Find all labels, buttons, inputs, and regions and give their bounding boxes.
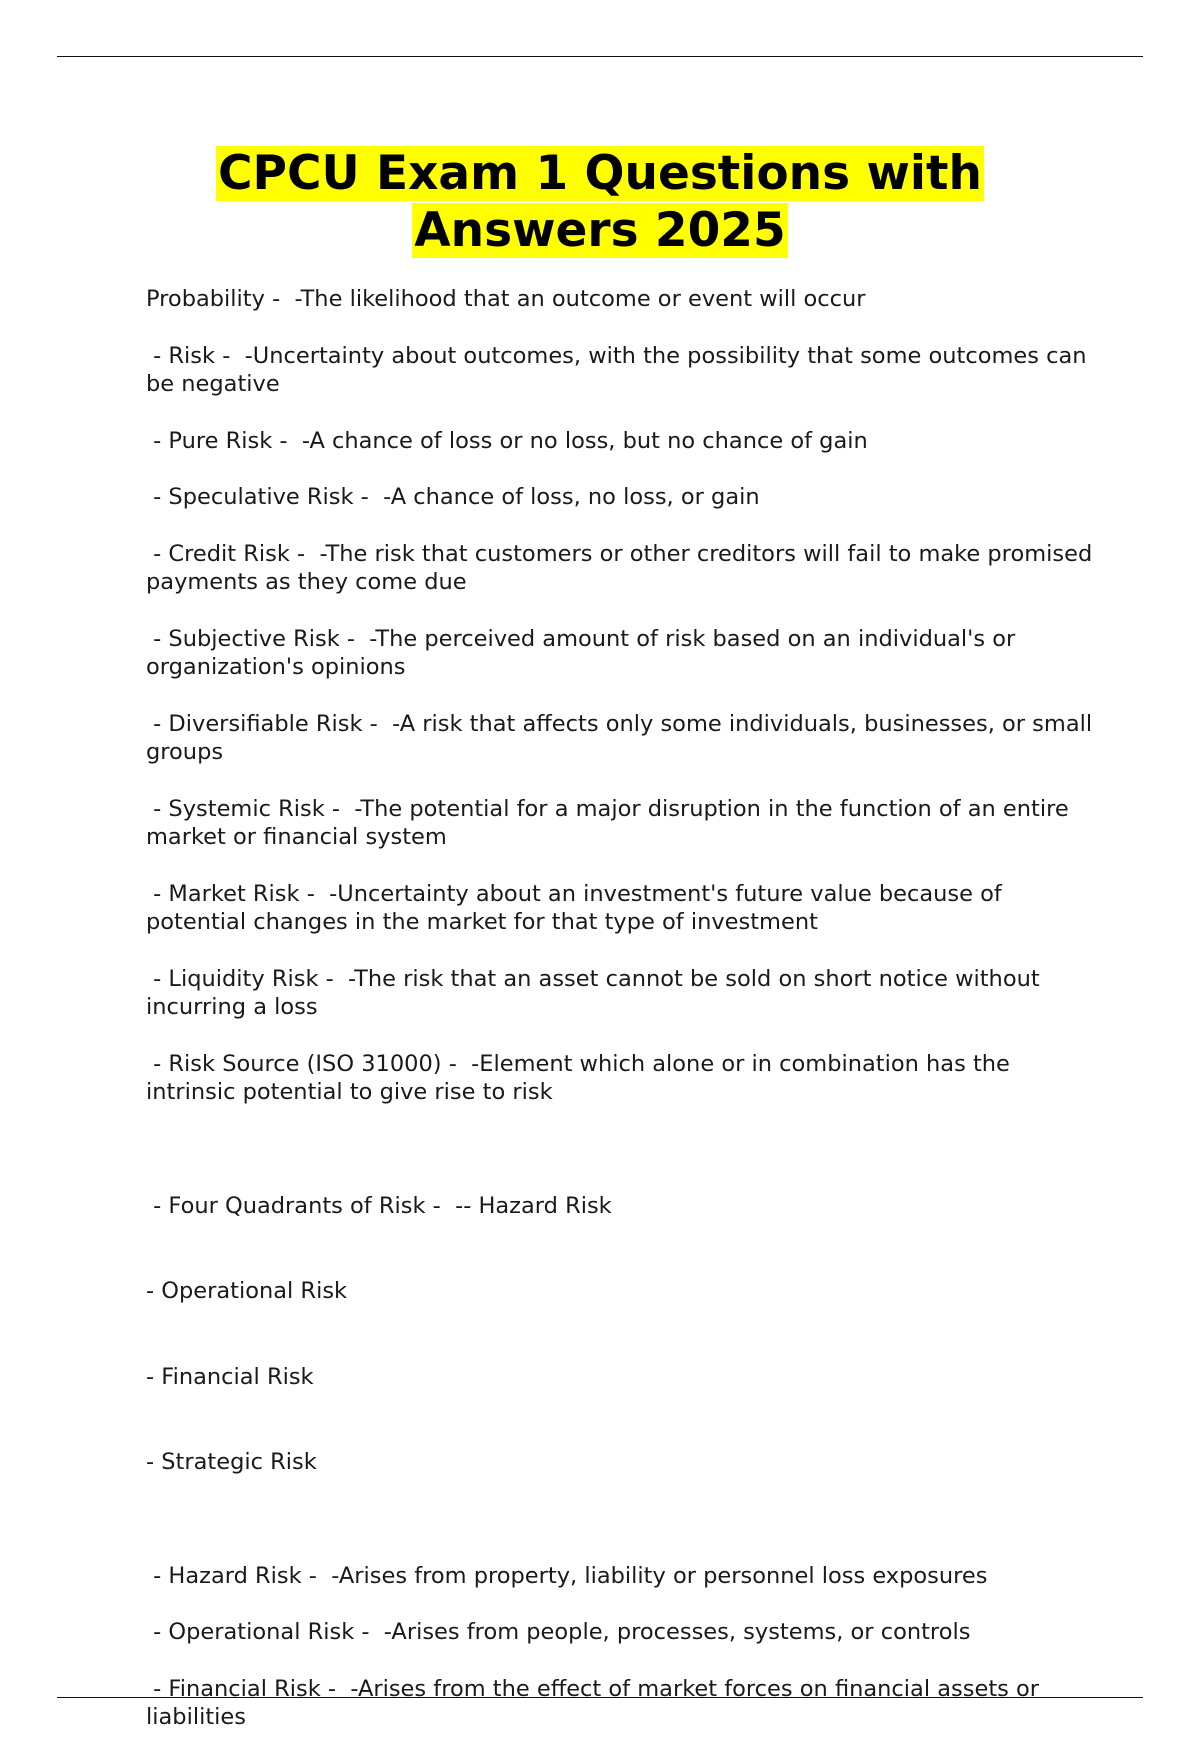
- entry-hazard-risk: [146, 1562, 1096, 1591]
- entry-text: Probability - -The likelihood that an outcome or event will occur: [146, 286, 866, 312]
- entry-sub-line: - Financial Risk: [146, 1363, 314, 1390]
- entry-probability: [146, 285, 1096, 314]
- title-line-1: [100, 145, 1100, 202]
- entry-credit-risk: [146, 540, 1100, 597]
- entry-sub-line: - Operational Risk: [146, 1278, 348, 1304]
- entry-speculative-risk: [146, 483, 1096, 512]
- entry-text: - Subjective Risk - -The perceived amount of risk based on an individual's or organization's opinions: [146, 625, 1023, 680]
- entry-operational-risk: [146, 1618, 1096, 1647]
- title-highlight-1: CPCU Exam 1 Questions with: [218, 146, 982, 201]
- entry-risk: [146, 342, 1096, 399]
- entry-text: - Market Risk - -Uncertainty about an investment's future value because of potential changes in the market for that type of investment: [146, 880, 1009, 935]
- title-line-2: [100, 202, 1100, 259]
- entry-subjective-risk: [146, 625, 1096, 682]
- entry-systemic-risk: [146, 795, 1096, 852]
- entry-risk-source: [146, 1050, 1096, 1107]
- entry-four-quadrants: [146, 1135, 1096, 1534]
- entry-text: - Pure Risk - -A chance of loss or no loss, but no chance of gain: [146, 427, 868, 454]
- entry-diversifiable-risk: [146, 710, 1100, 767]
- entry-text: - Speculative Risk - -A chance of loss, no loss, or gain: [146, 484, 760, 510]
- entry-market-risk: [146, 880, 1096, 937]
- entry-text: - Diversifiable Risk - -A risk that affects only some individuals, businesses, or small groups: [146, 710, 1100, 765]
- entry-text: - Credit Risk - -The risk that customers or other creditors will fail to make promised payments as they come due: [146, 540, 1100, 595]
- entry-text: - Risk - -Uncertainty about outcomes, with the possibility that some outcomes can be negative: [146, 342, 1094, 397]
- entry-text: - Hazard Risk - -Arises from property, liability or personnel loss exposures: [146, 1562, 988, 1589]
- question-list: [146, 285, 1100, 1760]
- entry-liquidity-risk: [146, 965, 1096, 1022]
- document-title: [100, 145, 1100, 259]
- entry-text: - Risk Source (ISO 31000) - -Element which alone or in combination has the intrinsic potential to give rise to risk: [146, 1050, 1018, 1105]
- entry-text: - Liquidity Risk - -The risk that an asset cannot be sold on short notice without incurring a loss: [146, 965, 1047, 1020]
- entry-text: - Financial Risk - -Arises from the effect of market forces on financial assets or liabilities: [146, 1675, 1047, 1730]
- top-rule: [57, 56, 1143, 57]
- entry-sub-line: - Strategic Risk: [146, 1449, 317, 1475]
- entry-financial-risk: [146, 1675, 1096, 1732]
- entry-text: - Operational Risk - -Arises from people, processes, systems, or controls: [146, 1619, 971, 1645]
- entry-text: - Four Quadrants of Risk - -- Hazard Risk: [146, 1192, 612, 1219]
- entry-text: - Systemic Risk - -The potential for a major disruption in the function of an entire market or financial system: [146, 795, 1076, 850]
- title-highlight-2: Answers 2025: [414, 203, 786, 258]
- bottom-rule: [57, 1697, 1143, 1698]
- entry-pure-risk: [146, 427, 1096, 456]
